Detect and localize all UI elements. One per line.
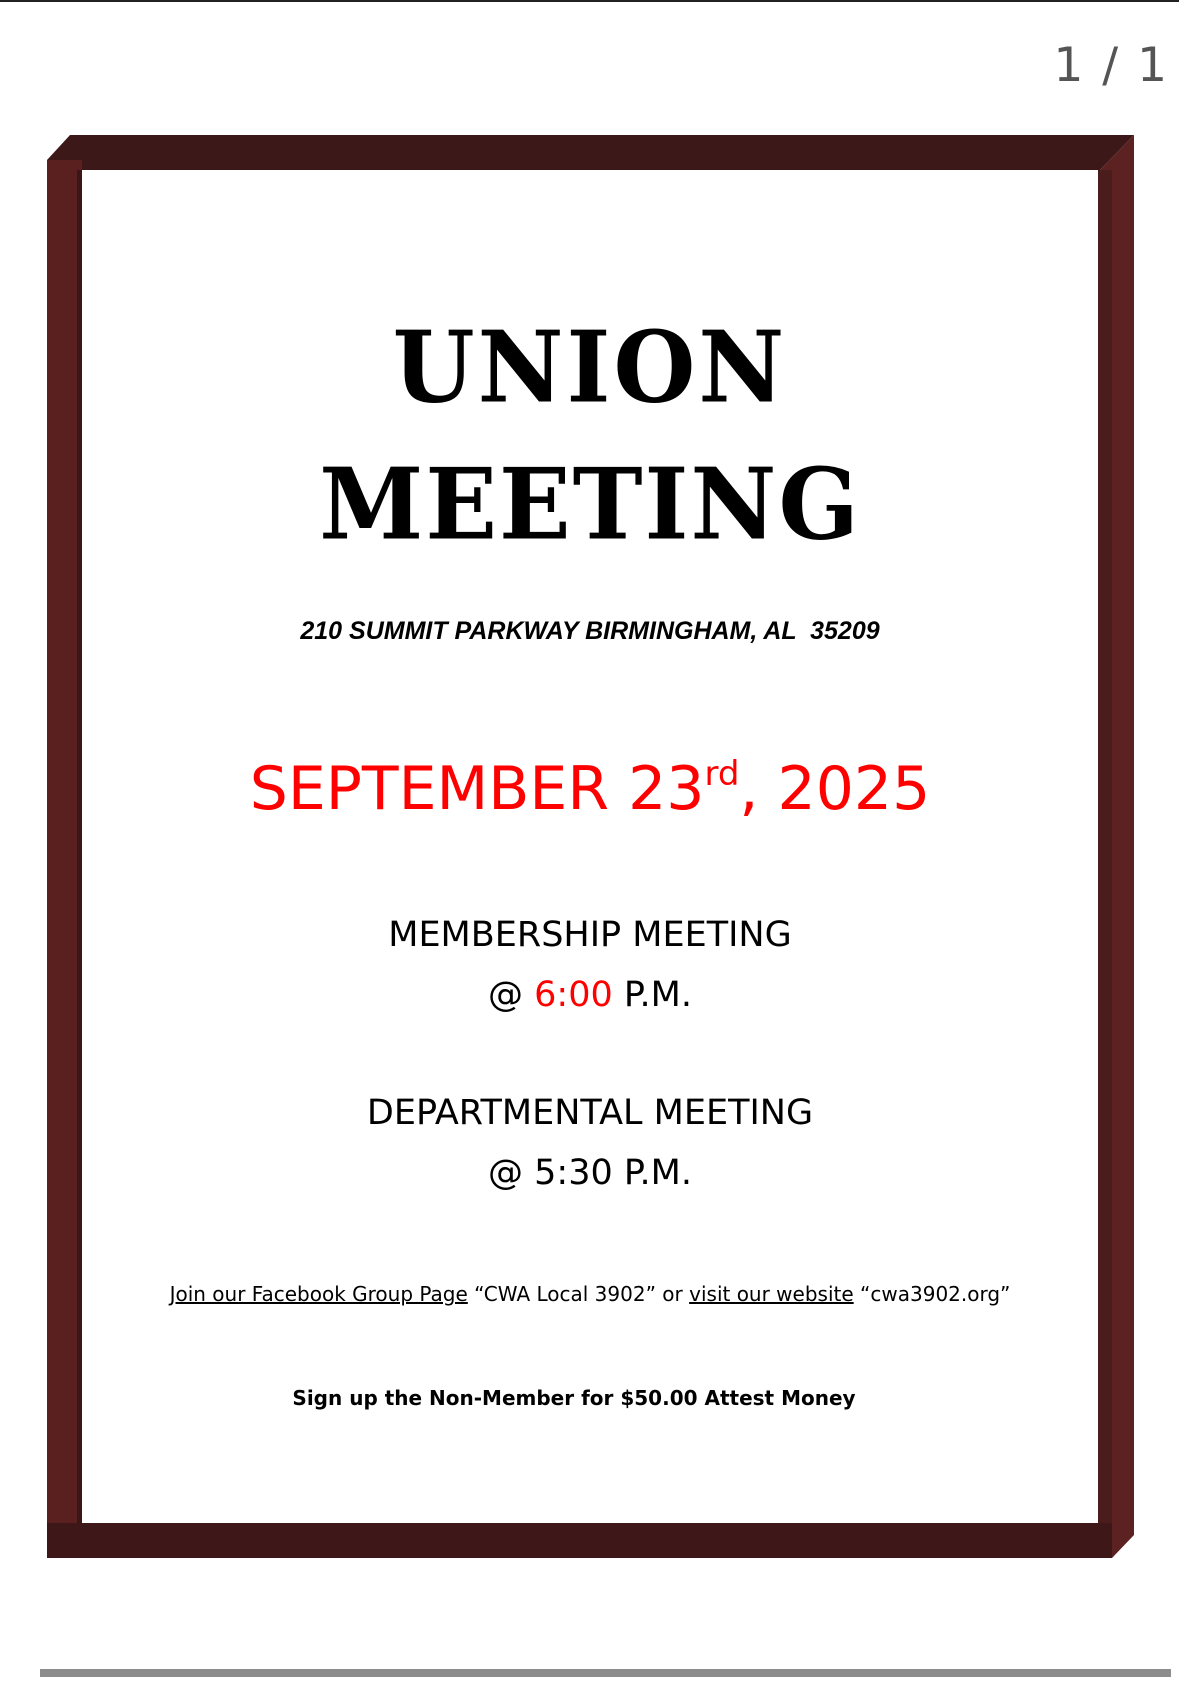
- frame-bottom-bar: [47, 1523, 1112, 1558]
- website-link[interactable]: visit our website: [689, 1282, 854, 1306]
- meeting-date: [82, 754, 1098, 824]
- meeting-address: 210 SUMMIT PARKWAY BIRMINGHAM, AL 35209: [300, 617, 880, 645]
- facebook-group-link[interactable]: Join our Facebook Group Page: [169, 1282, 468, 1306]
- membership-at: @: [488, 975, 535, 1015]
- flyer-content: [82, 170, 1098, 1523]
- website-name: “cwa3902.org”: [853, 1282, 1011, 1306]
- date-prefix: SEPTEMBER 23: [249, 754, 705, 824]
- frame-right-bar: [1098, 170, 1112, 1558]
- page-indicator: 1 / 1: [1053, 38, 1169, 93]
- title-union: UNION: [392, 310, 788, 426]
- title-meeting: MEETING: [319, 447, 861, 563]
- membership-meeting-time: [82, 975, 1098, 1015]
- departmental-meeting-time: @ 5:30 P.M.: [488, 1153, 692, 1193]
- facebook-group-name: “CWA Local 3902” or: [467, 1282, 690, 1306]
- bottom-scroll-divider: [40, 1669, 1171, 1677]
- membership-time-value: 6:00: [534, 975, 613, 1015]
- signup-note: Sign up the Non-Member for $50.00 Attest Money: [292, 1386, 856, 1410]
- frame-top-bevel: [47, 135, 1134, 170]
- social-links: [82, 1282, 1098, 1306]
- membership-meeting-label: MEMBERSHIP MEETING: [388, 915, 792, 955]
- departmental-meeting-label: DEPARTMENTAL MEETING: [366, 1093, 814, 1133]
- date-year: , 2025: [739, 754, 931, 824]
- frame-left-bar: [47, 160, 82, 1558]
- membership-period: P.M.: [612, 975, 692, 1015]
- date-ordinal-suffix: rd: [704, 754, 740, 794]
